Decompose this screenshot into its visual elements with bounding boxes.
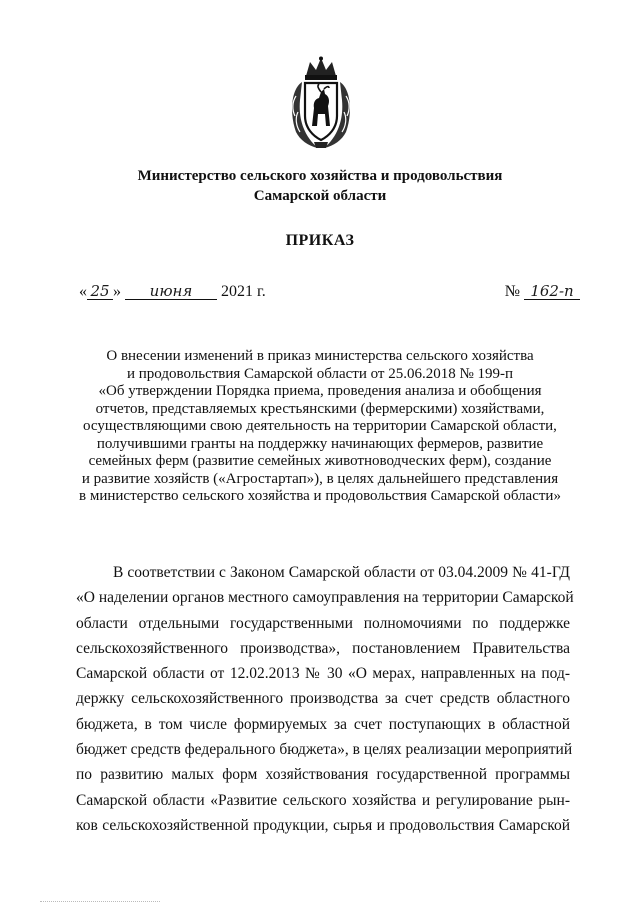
- date-day: 25: [87, 283, 113, 300]
- order-body: [76, 560, 574, 838]
- ministry-name-line-2: Самарской области: [253, 188, 387, 204]
- body-line: ков сельскохозяйственной продукции, сырья и продовольствия Самарской: [76, 816, 570, 834]
- date-close-quote: »: [113, 283, 121, 300]
- ministry-header: [60, 166, 580, 206]
- body-line: держку сельскохозяйственного производства за счет средств областного: [76, 690, 570, 708]
- subject-line: в министерство сельского хозяйства и продовольствия Самарской области»: [79, 488, 561, 504]
- body-line: бюджета, в том числе формируемых за счет поступающих в областной: [76, 715, 570, 733]
- subject-line: и развитие хозяйств («Агростартап»), в целях дальнейшего представления: [81, 470, 559, 487]
- ministry-name-line-1: Министерство сельского хозяйства и продовольствия: [137, 168, 503, 184]
- order-date: [79, 283, 266, 301]
- number-label: №: [504, 283, 520, 300]
- body-line: сельскохозяйственного производства», постановлением Правительства: [76, 639, 570, 657]
- subject-line: и продовольствия Самарской области от 25.06.2018 № 199-п: [126, 365, 514, 382]
- body-line: «О наделении органов местного самоуправления на территории Самарской: [76, 589, 574, 607]
- date-month: июня: [125, 283, 217, 300]
- body-line: Самарской области «Развитие сельского хозяйства и регулирование рын-: [76, 791, 570, 809]
- body-line: области отдельными государственными полномочиями по поддержке: [76, 614, 570, 632]
- samara-coat-of-arms-icon: [288, 56, 354, 152]
- body-line: по развитию малых форм хозяйствования государственной программы: [76, 766, 570, 784]
- number-value: 162-п: [524, 283, 580, 300]
- subject-line: «Об утверждении Порядка приема, проведения анализа и обобщения: [98, 383, 542, 399]
- subject-line: О внесении изменений в приказ министерства сельского хозяйства: [106, 348, 534, 364]
- page-footer-divider: [40, 901, 160, 902]
- document-title: ПРИКАЗ: [285, 232, 355, 249]
- subject-line: семейных ферм (развитие семейных животноводческих ферм), создание: [88, 453, 552, 469]
- subject-line: отчетов, представляемых крестьянскими (фермерскими) хозяйствами,: [95, 400, 545, 417]
- date-open-quote: «: [79, 283, 87, 300]
- order-number: [505, 283, 580, 301]
- subject-line: получившими гранты на поддержку начинающих фермеров, развитие: [96, 435, 544, 452]
- date-year: 2021 г.: [221, 283, 266, 300]
- order-subject: [60, 348, 580, 506]
- body-line: Самарской области от 12.02.2013 № 30 «О мерах, направленных на под-: [76, 665, 570, 683]
- subject-line: осуществляющими свою деятельность на территории Самарской области,: [83, 418, 557, 434]
- body-line: бюджет средств федерального бюджета», в целях реализации мероприятий: [76, 741, 573, 759]
- body-line: В соответствии с Законом Самарской области от 03.04.2009 № 41-ГД: [113, 564, 570, 581]
